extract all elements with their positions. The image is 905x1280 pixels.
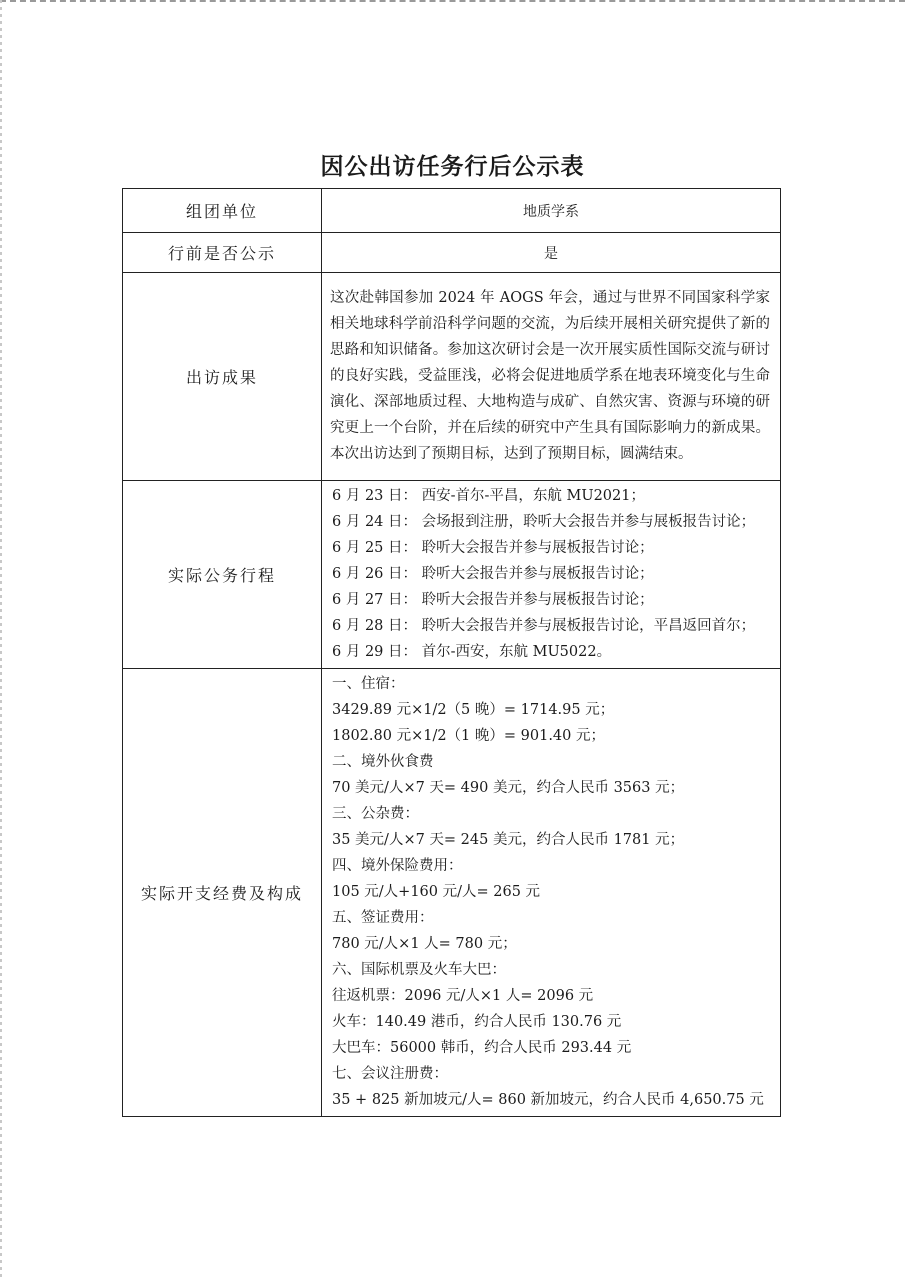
row-schedule: [123, 481, 781, 669]
expense-line: 3429.89 元×1/2（5 晚）= 1714.95 元；: [332, 702, 615, 718]
row-results: [123, 273, 781, 481]
expense-line: 三、公杂费：: [332, 806, 419, 822]
schedule-item: 6 月 27 日： 聆听大会报告并参与展板报告讨论；: [332, 592, 654, 608]
expense-line: 六、国际机票及火车大巴：: [332, 962, 506, 978]
expense-line: 1802.80 元×1/2（1 晚）= 901.40 元；: [332, 728, 605, 744]
expense-line: 往返机票：2096 元/人×1 人= 2096 元: [332, 988, 594, 1004]
results-cell: [322, 273, 781, 481]
row-expenses: [123, 669, 781, 1117]
schedule-cell: [322, 481, 781, 669]
expense-line: 70 美元/人×7 天= 490 美元，约合人民币 3563 元；: [332, 780, 685, 796]
expense-line: 35 美元/人×7 天= 245 美元，约合人民币 1781 元；: [332, 832, 685, 848]
expense-line: 780 元/人×1 人= 780 元；: [332, 936, 517, 952]
schedule-label: 实际公务行程: [123, 481, 322, 669]
expense-line: 七、会议注册费：: [332, 1066, 448, 1082]
unit-label: 组团单位: [123, 189, 322, 233]
scan-edge-left: [0, 0, 2, 1280]
document-title: 因公出访任务行后公示表: [320, 153, 585, 180]
row-pre-notice: [123, 233, 781, 273]
results-text: 这次赴韩国参加 2024 年 AOGS 年会，通过与世界不同国家科学家相关地球科学前沿科学问题的交流，为后续开展相关研究提供了新的思路和知识储备。参加这次研讨会是一次开展实质性国际交流与研讨的良好实践，受益匪浅，必将会促进地质学系在地表环境变化与生命演化、深部地质过程、大地构造与成矿、自然灾害、资源与环境的研究更上一个台阶，并在后续的研究中产生具有国际影响力的新成果。本次出访达到了预期目标，达到了预期目标，圆满结束。: [330, 289, 770, 462]
expense-line: 105 元/人+160 元/人= 265 元: [332, 884, 541, 900]
unit-value: 地质学系: [322, 189, 781, 233]
expense-line: 五、签证费用：: [332, 910, 434, 926]
expense-line: 火车：140.49 港币，约合人民币 130.76 元: [332, 1014, 622, 1030]
expense-line: 35 + 825 新加坡元/人= 860 新加坡元，约合人民币 4,650.75 元: [332, 1092, 764, 1108]
expense-line: 四、境外保险费用：: [332, 858, 463, 874]
scan-edge-top: [0, 0, 905, 4]
schedule-item: 6 月 29 日： 首尔-西安，东航 MU5022。: [332, 644, 612, 660]
notice-table: [122, 188, 781, 1117]
schedule-item: 6 月 26 日： 聆听大会报告并参与展板报告讨论；: [332, 566, 654, 582]
results-label: 出访成果: [123, 273, 322, 481]
pre-notice-label: 行前是否公示: [123, 233, 322, 273]
pre-notice-value: 是: [322, 233, 781, 273]
expense-line: 大巴车：56000 韩币，约合人民币 293.44 元: [332, 1040, 632, 1056]
row-unit: [123, 189, 781, 233]
schedule-item: 6 月 24 日： 会场报到注册，聆听大会报告并参与展板报告讨论；: [332, 514, 756, 530]
schedule-item: 6 月 23 日： 西安-首尔-平昌，东航 MU2021；: [332, 488, 645, 504]
expenses-label: 实际开支经费及构成: [123, 669, 322, 1117]
schedule-item: 6 月 25 日： 聆听大会报告并参与展板报告讨论；: [332, 540, 654, 556]
schedule-item: 6 月 28 日： 聆听大会报告并参与展板报告讨论，平昌返回首尔；: [332, 618, 756, 634]
expense-line: 一、住宿：: [332, 676, 405, 692]
expense-line: 二、境外伙食费: [332, 754, 434, 770]
expenses-cell: [322, 669, 781, 1117]
